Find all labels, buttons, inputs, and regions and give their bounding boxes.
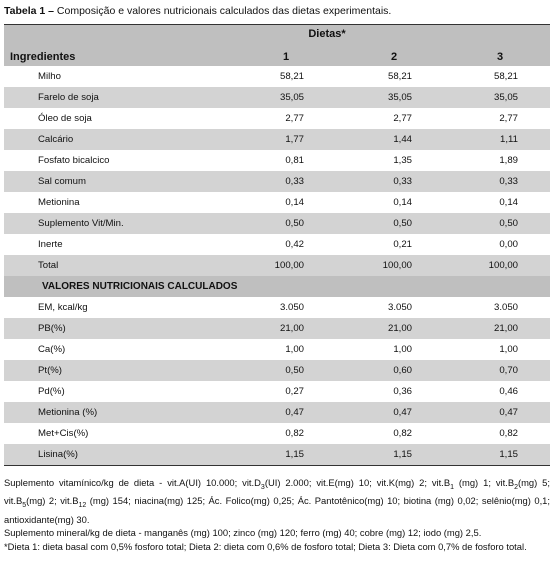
subscript: 2: [514, 483, 518, 491]
row-label: Óleo de soja: [38, 113, 92, 124]
vitamin-note-text: (mg) 2; vit.B: [26, 495, 79, 507]
cell-diet-2: 0,14: [393, 197, 412, 208]
row-label: Calcário: [38, 134, 74, 145]
nutritional-section-header: [4, 276, 550, 297]
cell-diet-3: 1,00: [499, 344, 518, 355]
table-header: [4, 25, 550, 66]
cell-diet-3: 0,46: [499, 386, 518, 397]
cell-diet-2: 1,15: [393, 449, 412, 460]
table-row: [4, 66, 550, 87]
row-label: Sal comum: [38, 176, 86, 187]
cell-diet-1: 100,00: [274, 260, 304, 271]
cell-diet-1: 35,05: [279, 92, 304, 103]
table-row: [4, 444, 550, 465]
row-label: Suplemento Vit/Min.: [38, 218, 124, 229]
table-row: [4, 87, 550, 108]
table-row: [4, 150, 550, 171]
cell-diet-1: 0,81: [285, 155, 304, 166]
table-row: [4, 339, 550, 360]
subscript: 3: [260, 483, 265, 491]
row-label: Milho: [38, 71, 61, 82]
row-label: Lisina(%): [38, 449, 78, 460]
mineral-note: Suplemento mineral/kg de dieta - manganês (mg) 100; zinco (mg) 120; ferro (mg) 40; cobre (mg) 12; iodo (mg) 2,5.: [4, 527, 482, 539]
subscript: 12: [78, 502, 87, 510]
row-label: PB(%): [38, 323, 66, 334]
cell-diet-3: 0,47: [499, 407, 518, 418]
row-label: Metionina: [38, 197, 80, 208]
cell-diet-2: 1,00: [393, 344, 412, 355]
diet-1-column-header: 1: [282, 51, 290, 63]
cell-diet-2: 21,00: [387, 323, 412, 334]
cell-diet-2: 100,00: [382, 260, 412, 271]
table-row: [4, 423, 550, 444]
cell-diet-2: 0,36: [393, 386, 412, 397]
table-row: [4, 318, 550, 339]
cell-diet-3: 0,70: [499, 365, 518, 376]
cell-diet-2: 3.050: [387, 302, 412, 313]
cell-diet-3: 1,15: [499, 449, 518, 460]
diet-2-column-header: 2: [390, 51, 398, 63]
table-row: [4, 360, 550, 381]
cell-diet-1: 1,15: [285, 449, 304, 460]
vitamin-note-text: (mg) 5; vit.B: [4, 477, 550, 507]
cell-diet-2: 0,21: [393, 239, 412, 250]
cell-diet-1: 3.050: [279, 302, 304, 313]
row-label: EM, kcal/kg: [38, 302, 88, 313]
row-label: Pd(%): [38, 386, 65, 397]
cell-diet-3: 0,50: [499, 218, 518, 229]
table-row: [4, 234, 550, 255]
diets-group-label: Dietas*: [308, 28, 346, 40]
table-row: [4, 402, 550, 423]
row-label: Pt(%): [38, 365, 62, 376]
vitamin-note-text: (mg) 154; niacina(mg) 125; Ác. Folico(mg) 0,25; Ác. Pantotênico(mg) 10; biotina (mg) 0,02; selênio(mg) 0,1; antioxidante(mg) 30.: [4, 495, 551, 525]
table-row: [4, 108, 550, 129]
caption-label: Tabela 1 –: [4, 5, 54, 17]
table-row: [4, 171, 550, 192]
caption-text: Composição e valores nutricionais calculados das dietas experimentais.: [56, 5, 392, 17]
section-title: VALORES NUTRICIONAIS CALCULADOS: [42, 281, 238, 292]
row-label: Inerte: [38, 239, 63, 250]
cell-diet-1: 58,21: [279, 71, 304, 82]
cell-diet-1: 0,50: [285, 365, 304, 376]
table-row: [4, 381, 550, 402]
vitamin-note: [4, 476, 550, 526]
cell-diet-3: 1,89: [499, 155, 518, 166]
cell-diet-3: 0,14: [499, 197, 518, 208]
row-label: Ca(%): [38, 344, 66, 355]
cell-diet-1: 0,33: [285, 176, 304, 187]
cell-diet-3: 0,82: [499, 428, 518, 439]
row-label: Fosfato bicalcico: [38, 155, 110, 166]
cell-diet-3: 0,33: [499, 176, 518, 187]
subscript: 1: [450, 483, 454, 491]
cell-diet-2: 1,35: [393, 155, 412, 166]
cell-diet-1: 0,50: [285, 218, 304, 229]
diet-3-column-header: 3: [496, 51, 504, 63]
table-row: [4, 297, 550, 318]
cell-diet-1: 1,00: [285, 344, 304, 355]
cell-diet-1: 0,14: [285, 197, 304, 208]
cell-diet-2: 0,60: [393, 365, 412, 376]
cell-diet-1: 0,42: [285, 239, 304, 250]
table-row: [4, 255, 550, 276]
cell-diet-1: 0,47: [285, 407, 304, 418]
vitamin-note-text: (mg) 1; vit.B: [454, 477, 515, 488]
cell-diet-1: 21,00: [279, 323, 304, 334]
row-label: Farelo de soja: [38, 92, 99, 103]
cell-diet-3: 21,00: [493, 323, 518, 334]
cell-diet-2: 1,44: [393, 134, 412, 145]
cell-diet-3: 3.050: [493, 302, 518, 313]
diets-note: *Dieta 1: dieta basal com 0,5% fosforo total; Dieta 2: dieta com 0,6% de fosforo total; Dieta 3: Dieta com 0,7% de fosforo total.: [4, 540, 527, 552]
cell-diet-3: 1,11: [500, 134, 518, 145]
nutritional-body: [4, 297, 550, 465]
cell-diet-2: 0,47: [393, 407, 412, 418]
cell-diet-2: 2,77: [393, 113, 412, 124]
row-label: Met+Cis(%): [38, 428, 89, 439]
cell-diet-3: 2,77: [499, 113, 518, 124]
cell-diet-2: 58,21: [387, 71, 412, 82]
row-label: Total: [38, 260, 59, 271]
cell-diet-2: 0,82: [393, 428, 412, 439]
ingredients-body: [4, 66, 550, 276]
ingredients-column-header: Ingredientes: [10, 51, 76, 63]
cell-diet-1: 0,82: [285, 428, 304, 439]
table-row: [4, 213, 550, 234]
subscript: 5: [22, 502, 27, 510]
row-label: Metionina (%): [38, 407, 98, 418]
table-row: [4, 129, 550, 150]
cell-diet-3: 0,00: [499, 239, 518, 250]
table-caption: [4, 4, 550, 18]
vitamin-note-text: (UI) 2.000; vit.E(mg) 10; vit.K(mg) 2; vit.B: [264, 477, 451, 488]
cell-diet-3: 100,00: [488, 260, 518, 271]
cell-diet-2: 0,50: [393, 218, 412, 229]
table-notes: [4, 476, 550, 553]
cell-diet-2: 35,05: [387, 92, 412, 103]
cell-diet-1: 1,77: [285, 134, 304, 145]
table-row: [4, 192, 550, 213]
cell-diet-1: 0,27: [285, 386, 304, 397]
cell-diet-3: 35,05: [493, 92, 518, 103]
vitamin-note-text: Suplemento vitamínico/kg de dieta - vit.A(UI) 10.000; vit.D: [4, 477, 261, 488]
cell-diet-1: 2,77: [285, 113, 304, 124]
cell-diet-2: 0,33: [393, 176, 412, 187]
diet-table: [4, 24, 550, 466]
cell-diet-3: 58,21: [493, 71, 518, 82]
